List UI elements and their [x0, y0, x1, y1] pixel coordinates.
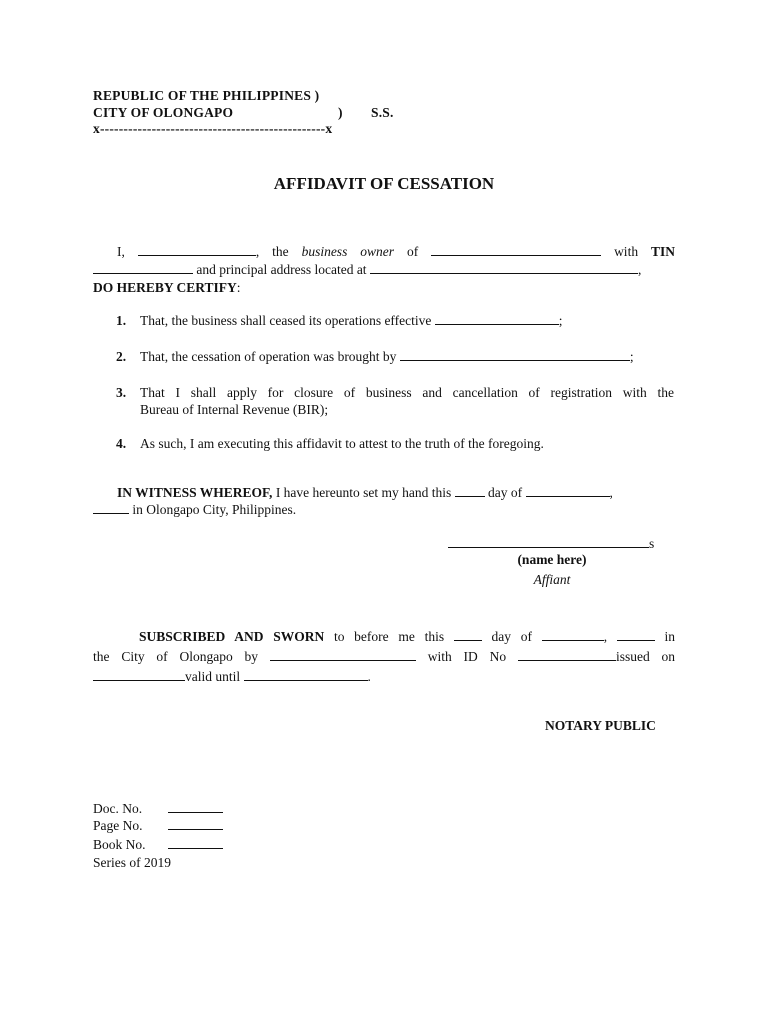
effective-date-blank[interactable]: [435, 313, 559, 325]
address-blank[interactable]: [370, 262, 638, 274]
affiant-role: Affiant: [533, 572, 571, 587]
intro-tin: TIN: [651, 244, 676, 259]
affiant-name: (name here): [517, 552, 587, 567]
doc-no-blank[interactable]: [168, 801, 223, 813]
item-2-text: That, the cessation of operation was brought by ;: [140, 349, 634, 364]
book-no-blank[interactable]: [168, 837, 223, 849]
tin-blank[interactable]: [93, 262, 193, 274]
series-label: Series of 2019: [93, 855, 171, 870]
intro-line-2: [93, 262, 641, 278]
sworn-year-blank[interactable]: [617, 629, 655, 641]
intro-i: I,: [117, 244, 125, 259]
item-1-number: 1.: [116, 313, 127, 328]
intro-business-owner: business owner: [301, 244, 394, 259]
intro-line-3: [93, 280, 241, 296]
intro-the: , the: [255, 244, 289, 259]
issued-date-blank[interactable]: [93, 669, 185, 681]
header-city: CITY OF OLONGAPO: [93, 105, 234, 120]
valid-until-blank[interactable]: [244, 669, 368, 681]
header-republic: REPUBLIC OF THE PHILIPPINES ): [93, 88, 320, 103]
certify-colon: :: [236, 280, 241, 295]
item-3-number: 3.: [116, 385, 127, 400]
sworn-by-blank[interactable]: [270, 649, 416, 661]
item-1-text: That, the business shall ceased its operations effective ;: [140, 313, 563, 328]
page-no-field: [168, 818, 223, 834]
intro-with: with: [614, 244, 639, 259]
reason-blank[interactable]: [400, 349, 630, 361]
page-no-blank[interactable]: [168, 818, 223, 830]
book-no-label: Book No.: [93, 837, 146, 852]
id-number-blank[interactable]: [518, 649, 616, 661]
witness-bold: IN WITNESS WHEREOF,: [117, 485, 273, 500]
sworn-line-1: SUBSCRIBED AND SWORN to before me this day of , in: [139, 629, 676, 644]
witness-year-blank[interactable]: [93, 502, 129, 514]
item-4-number: 4.: [116, 436, 127, 451]
header-divider: x------------------------------------------------x: [93, 121, 333, 136]
sworn-month-blank[interactable]: [542, 629, 604, 641]
business-name-blank[interactable]: [431, 244, 601, 256]
witness-day-blank[interactable]: [455, 485, 485, 497]
document-title: AFFIDAVIT OF CESSATION: [273, 174, 495, 193]
intro-comma: ,: [637, 262, 642, 277]
header-paren: ): [338, 105, 343, 120]
witness-month-blank[interactable]: [526, 485, 610, 497]
doc-no-label: Doc. No.: [93, 801, 143, 816]
intro-of: of: [406, 244, 419, 259]
witness-line-2: in Olongapo City, Philippines.: [93, 502, 296, 518]
page-no-label: Page No.: [93, 818, 143, 833]
item-4-text: As such, I am executing this affidavit to attest to the truth of the foregoing.: [140, 436, 544, 451]
book-no-field: [168, 837, 223, 853]
sworn-line-2: the City of Olongapo by with ID No issued on: [93, 649, 676, 664]
doc-no-field: [168, 801, 223, 817]
item-3-line-1: That I shall apply for closure of business and cancellation of registration with the: [140, 385, 674, 400]
intro-address-text: and principal address located at: [196, 262, 367, 277]
witness-line-1: IN WITNESS WHEREOF, I have hereunto set my hand this day of ,: [117, 485, 613, 500]
notary-public-label: NOTARY PUBLIC: [545, 718, 656, 733]
signature-line: s: [448, 536, 654, 552]
item-3-line-2: Bureau of Internal Revenue (BIR);: [140, 402, 329, 417]
sworn-day-blank[interactable]: [454, 629, 482, 641]
affiant-signature-blank[interactable]: [448, 536, 649, 548]
sworn-line-3: valid until .: [93, 669, 371, 685]
sworn-bold: SUBSCRIBED AND SWORN: [139, 629, 325, 644]
header-ss: S.S.: [371, 105, 394, 120]
certify-text: DO HEREBY CERTIFY: [93, 280, 237, 295]
name-blank[interactable]: [138, 244, 256, 256]
intro-line-1: [93, 244, 675, 260]
item-2-number: 2.: [116, 349, 127, 364]
